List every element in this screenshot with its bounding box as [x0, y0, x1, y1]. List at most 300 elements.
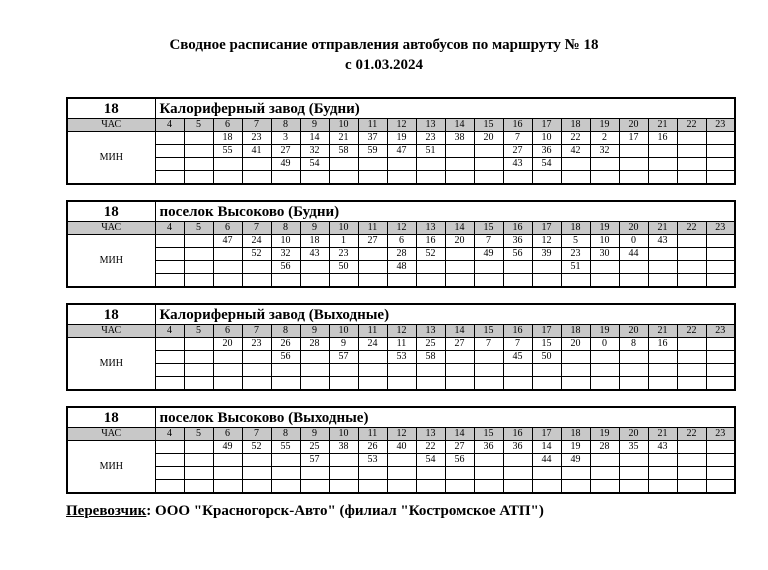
- minute-cell: [155, 441, 184, 454]
- minute-cell: [242, 158, 271, 171]
- minute-cell: 20: [213, 338, 242, 351]
- minute-cell: [416, 158, 445, 171]
- minutes-row: [67, 261, 735, 274]
- minute-cell: 56: [503, 248, 532, 261]
- minute-cell: [213, 364, 242, 377]
- minute-cell: [242, 480, 271, 494]
- minutes-row: [67, 171, 735, 185]
- minute-cell: [358, 351, 387, 364]
- hour-cell: 11: [358, 428, 387, 441]
- minute-cell: [619, 171, 648, 185]
- minute-cell: [155, 261, 184, 274]
- route-header: [67, 201, 735, 222]
- hour-cell: 17: [532, 119, 561, 132]
- hour-cell: 14: [445, 428, 474, 441]
- hour-cell: 19: [590, 325, 619, 338]
- minute-cell: 30: [590, 248, 619, 261]
- minute-cell: 20: [445, 235, 474, 248]
- minute-cell: [648, 454, 677, 467]
- hour-cell: 15: [474, 325, 503, 338]
- hour-cell: 13: [416, 325, 445, 338]
- hour-cell: 8: [271, 325, 300, 338]
- minute-cell: [358, 261, 387, 274]
- hour-cell: 5: [184, 325, 213, 338]
- minute-cell: 19: [387, 132, 416, 145]
- minute-cell: 23: [242, 132, 271, 145]
- minute-cell: [358, 377, 387, 391]
- minute-cell: 47: [387, 145, 416, 158]
- minute-cell: [619, 158, 648, 171]
- minute-cell: [706, 132, 735, 145]
- minute-cell: 50: [532, 351, 561, 364]
- minute-cell: [474, 377, 503, 391]
- minute-cell: [677, 467, 706, 480]
- hour-cell: 10: [329, 222, 358, 235]
- minute-cell: [184, 441, 213, 454]
- minute-cell: [590, 377, 619, 391]
- minute-cell: 53: [387, 351, 416, 364]
- minute-cell: [387, 377, 416, 391]
- minute-cell: [271, 467, 300, 480]
- minute-cell: [445, 248, 474, 261]
- minute-cell: [706, 171, 735, 185]
- minute-cell: [184, 248, 213, 261]
- minute-cell: [706, 454, 735, 467]
- minute-cell: 56: [445, 454, 474, 467]
- hour-cell: 6: [213, 119, 242, 132]
- hour-cell: 9: [300, 119, 329, 132]
- minute-cell: [387, 171, 416, 185]
- minute-cell: 50: [329, 261, 358, 274]
- hour-cell: 12: [387, 325, 416, 338]
- minutes-row: [67, 338, 735, 351]
- minute-cell: [242, 467, 271, 480]
- hour-cell: 22: [677, 222, 706, 235]
- minute-cell: [648, 377, 677, 391]
- minute-cell: 15: [532, 338, 561, 351]
- minute-cell: [300, 171, 329, 185]
- minute-cell: [474, 261, 503, 274]
- minute-cell: [242, 274, 271, 288]
- minute-cell: 57: [329, 351, 358, 364]
- minute-cell: [329, 480, 358, 494]
- minute-cell: 3: [271, 132, 300, 145]
- minute-cell: [445, 158, 474, 171]
- minute-cell: 10: [532, 132, 561, 145]
- minute-cell: [648, 248, 677, 261]
- carrier-info: [66, 502, 544, 521]
- minute-cell: [677, 235, 706, 248]
- minute-cell: [242, 171, 271, 185]
- minute-cell: [619, 467, 648, 480]
- minute-cell: 28: [300, 338, 329, 351]
- hour-cell: 13: [416, 119, 445, 132]
- minute-cell: [358, 364, 387, 377]
- minute-cell: [561, 274, 590, 288]
- minute-cell: 20: [561, 338, 590, 351]
- minute-cell: [677, 441, 706, 454]
- minute-cell: [706, 158, 735, 171]
- minute-cell: 5: [561, 235, 590, 248]
- minutes-row: [67, 145, 735, 158]
- minute-cell: 56: [271, 351, 300, 364]
- minute-cell: [503, 171, 532, 185]
- minute-cell: 23: [242, 338, 271, 351]
- minute-cell: 9: [329, 338, 358, 351]
- minute-cell: 7: [503, 338, 532, 351]
- minute-cell: [561, 158, 590, 171]
- minute-cell: 16: [648, 132, 677, 145]
- hour-cell: 6: [213, 222, 242, 235]
- minute-cell: 27: [503, 145, 532, 158]
- minute-cell: [706, 235, 735, 248]
- minute-cell: [184, 132, 213, 145]
- minute-cell: 18: [300, 235, 329, 248]
- hour-cell: 23: [706, 222, 735, 235]
- minute-cell: 52: [242, 248, 271, 261]
- minute-cell: 25: [416, 338, 445, 351]
- minute-cell: [155, 480, 184, 494]
- minute-cell: [300, 274, 329, 288]
- minute-cell: [561, 467, 590, 480]
- minute-cell: 37: [358, 132, 387, 145]
- minute-cell: [474, 480, 503, 494]
- minute-cell: [706, 338, 735, 351]
- minute-cell: [590, 261, 619, 274]
- minute-cell: [677, 338, 706, 351]
- minute-cell: [387, 454, 416, 467]
- page-title: Сводное расписание отправления автобусов по маршруту № 18: [169, 37, 599, 53]
- hour-cell: 7: [242, 428, 271, 441]
- minute-cell: [300, 377, 329, 391]
- minutes-label: МИН: [67, 338, 155, 391]
- minute-cell: [561, 351, 590, 364]
- minute-cell: [329, 364, 358, 377]
- minute-cell: [329, 171, 358, 185]
- route-number: 18: [67, 407, 155, 428]
- hour-cell: 14: [445, 119, 474, 132]
- minute-cell: [387, 274, 416, 288]
- minute-cell: 24: [358, 338, 387, 351]
- minute-cell: [184, 338, 213, 351]
- minute-cell: 0: [590, 338, 619, 351]
- minute-cell: [184, 454, 213, 467]
- minute-cell: [155, 235, 184, 248]
- hour-cell: 7: [242, 222, 271, 235]
- minute-cell: 44: [619, 248, 648, 261]
- minute-cell: 14: [300, 132, 329, 145]
- minute-cell: 19: [561, 441, 590, 454]
- route-number: 18: [67, 201, 155, 222]
- hour-cell: 17: [532, 222, 561, 235]
- hour-label: ЧАС: [67, 428, 155, 441]
- minute-cell: [358, 274, 387, 288]
- minute-cell: [416, 467, 445, 480]
- route-name: Калориферный завод (Выходные): [155, 304, 735, 325]
- hour-cell: 5: [184, 428, 213, 441]
- minute-cell: 58: [416, 351, 445, 364]
- minute-cell: [619, 145, 648, 158]
- minute-cell: [590, 274, 619, 288]
- minute-cell: [706, 467, 735, 480]
- hours-row: [67, 428, 735, 441]
- minute-cell: 39: [532, 248, 561, 261]
- hour-cell: 18: [561, 428, 590, 441]
- minute-cell: [358, 248, 387, 261]
- hour-cell: 17: [532, 428, 561, 441]
- minute-cell: [416, 377, 445, 391]
- minute-cell: [619, 274, 648, 288]
- minute-cell: [184, 145, 213, 158]
- minute-cell: 23: [561, 248, 590, 261]
- minutes-row: [67, 274, 735, 288]
- hour-cell: 8: [271, 428, 300, 441]
- minute-cell: [619, 351, 648, 364]
- minute-cell: 35: [619, 441, 648, 454]
- minute-cell: 20: [474, 132, 503, 145]
- minute-cell: [677, 171, 706, 185]
- minute-cell: 7: [474, 235, 503, 248]
- hour-cell: 19: [590, 119, 619, 132]
- minute-cell: [503, 377, 532, 391]
- minute-cell: 11: [387, 338, 416, 351]
- minute-cell: [503, 480, 532, 494]
- minute-cell: [213, 377, 242, 391]
- minutes-label: МИН: [67, 235, 155, 288]
- minute-cell: [706, 377, 735, 391]
- schedule-table: [66, 406, 736, 494]
- page-subtitle-date: с 01.03.2024: [345, 57, 423, 73]
- minute-cell: [648, 364, 677, 377]
- minute-cell: [155, 145, 184, 158]
- minute-cell: [271, 274, 300, 288]
- schedule-table: [66, 200, 736, 288]
- minute-cell: [474, 351, 503, 364]
- minute-cell: 22: [561, 132, 590, 145]
- minute-cell: 36: [503, 235, 532, 248]
- minute-cell: [706, 351, 735, 364]
- minute-cell: [677, 248, 706, 261]
- minute-cell: [677, 158, 706, 171]
- minute-cell: [474, 158, 503, 171]
- minute-cell: 36: [532, 145, 561, 158]
- minute-cell: [561, 171, 590, 185]
- route-number: 18: [67, 98, 155, 119]
- minute-cell: [474, 274, 503, 288]
- minute-cell: 7: [503, 132, 532, 145]
- minute-cell: [677, 351, 706, 364]
- hour-cell: 9: [300, 325, 329, 338]
- minute-cell: [590, 454, 619, 467]
- minute-cell: [271, 454, 300, 467]
- minute-cell: [416, 364, 445, 377]
- minute-cell: [445, 467, 474, 480]
- minute-cell: [300, 351, 329, 364]
- minute-cell: [648, 467, 677, 480]
- minute-cell: 43: [648, 235, 677, 248]
- minute-cell: [358, 158, 387, 171]
- route-header: [67, 98, 735, 119]
- minute-cell: 27: [358, 235, 387, 248]
- minute-cell: [242, 377, 271, 391]
- minute-cell: [706, 441, 735, 454]
- hour-cell: 12: [387, 119, 416, 132]
- minute-cell: [271, 377, 300, 391]
- minute-cell: [300, 467, 329, 480]
- minute-cell: 36: [503, 441, 532, 454]
- minute-cell: [387, 364, 416, 377]
- hour-cell: 11: [358, 222, 387, 235]
- minute-cell: [532, 377, 561, 391]
- minute-cell: [474, 364, 503, 377]
- minute-cell: 10: [590, 235, 619, 248]
- hour-cell: 22: [677, 325, 706, 338]
- minutes-row: [67, 377, 735, 391]
- minute-cell: 52: [416, 248, 445, 261]
- hour-cell: 5: [184, 119, 213, 132]
- minute-cell: [155, 132, 184, 145]
- hour-cell: 22: [677, 428, 706, 441]
- minute-cell: 16: [648, 338, 677, 351]
- minute-cell: 52: [242, 441, 271, 454]
- route-header: [67, 304, 735, 325]
- hour-label: ЧАС: [67, 119, 155, 132]
- minute-cell: [213, 274, 242, 288]
- hour-cell: 23: [706, 119, 735, 132]
- minute-cell: [677, 145, 706, 158]
- minute-cell: [155, 171, 184, 185]
- minute-cell: [648, 261, 677, 274]
- hour-cell: 4: [155, 222, 184, 235]
- minute-cell: [271, 480, 300, 494]
- hour-cell: 17: [532, 325, 561, 338]
- minute-cell: [561, 364, 590, 377]
- hour-cell: 22: [677, 119, 706, 132]
- minute-cell: 12: [532, 235, 561, 248]
- minute-cell: 6: [387, 235, 416, 248]
- minute-cell: 43: [648, 441, 677, 454]
- minute-cell: [445, 274, 474, 288]
- minute-cell: [503, 274, 532, 288]
- hours-row: [67, 222, 735, 235]
- minute-cell: [532, 261, 561, 274]
- minutes-row: [67, 480, 735, 494]
- minute-cell: 51: [561, 261, 590, 274]
- hour-cell: 14: [445, 222, 474, 235]
- minute-cell: [416, 274, 445, 288]
- minutes-row: [67, 132, 735, 145]
- hour-cell: 5: [184, 222, 213, 235]
- minute-cell: [445, 480, 474, 494]
- minute-cell: 32: [300, 145, 329, 158]
- minute-cell: [532, 274, 561, 288]
- hour-cell: 16: [503, 428, 532, 441]
- minute-cell: [242, 351, 271, 364]
- minutes-row: [67, 364, 735, 377]
- hour-cell: 23: [706, 428, 735, 441]
- minute-cell: 55: [271, 441, 300, 454]
- minute-cell: 2: [590, 132, 619, 145]
- minute-cell: [213, 171, 242, 185]
- minute-cell: [503, 364, 532, 377]
- minute-cell: [590, 480, 619, 494]
- minute-cell: [155, 248, 184, 261]
- minute-cell: 43: [503, 158, 532, 171]
- minute-cell: [358, 171, 387, 185]
- hour-cell: 9: [300, 428, 329, 441]
- hour-cell: 4: [155, 119, 184, 132]
- minute-cell: [213, 261, 242, 274]
- minute-cell: [387, 158, 416, 171]
- hour-label: ЧАС: [67, 222, 155, 235]
- minute-cell: [184, 158, 213, 171]
- minute-cell: 48: [387, 261, 416, 274]
- hour-cell: 19: [590, 428, 619, 441]
- minute-cell: 49: [271, 158, 300, 171]
- minute-cell: [561, 480, 590, 494]
- minute-cell: [677, 364, 706, 377]
- hour-label: ЧАС: [67, 325, 155, 338]
- minute-cell: [329, 377, 358, 391]
- minute-cell: [706, 145, 735, 158]
- hour-cell: 4: [155, 325, 184, 338]
- minute-cell: [329, 467, 358, 480]
- minute-cell: [358, 467, 387, 480]
- hour-cell: 13: [416, 428, 445, 441]
- minute-cell: [300, 480, 329, 494]
- route-name: поселок Высоково (Будни): [155, 201, 735, 222]
- minute-cell: 36: [474, 441, 503, 454]
- hour-cell: 9: [300, 222, 329, 235]
- minutes-row: [67, 158, 735, 171]
- minute-cell: [329, 158, 358, 171]
- minute-cell: [184, 480, 213, 494]
- minute-cell: [474, 454, 503, 467]
- hour-cell: 15: [474, 119, 503, 132]
- minute-cell: [590, 171, 619, 185]
- hour-cell: 14: [445, 325, 474, 338]
- minute-cell: 10: [271, 235, 300, 248]
- hour-cell: 10: [329, 119, 358, 132]
- minute-cell: 43: [300, 248, 329, 261]
- hour-cell: 10: [329, 325, 358, 338]
- schedule-table: [66, 303, 736, 391]
- minute-cell: [184, 364, 213, 377]
- minute-cell: [532, 364, 561, 377]
- minute-cell: [648, 274, 677, 288]
- minute-cell: [242, 364, 271, 377]
- minute-cell: [474, 467, 503, 480]
- minute-cell: [445, 377, 474, 391]
- route-name: поселок Высоково (Выходные): [155, 407, 735, 428]
- minute-cell: [184, 467, 213, 480]
- minute-cell: [213, 480, 242, 494]
- minute-cell: 25: [300, 441, 329, 454]
- minute-cell: 7: [474, 338, 503, 351]
- hour-cell: 20: [619, 222, 648, 235]
- minute-cell: 32: [590, 145, 619, 158]
- hour-cell: 20: [619, 325, 648, 338]
- minute-cell: [532, 467, 561, 480]
- minute-cell: [706, 261, 735, 274]
- minute-cell: [677, 132, 706, 145]
- minutes-row: [67, 441, 735, 454]
- minute-cell: [155, 454, 184, 467]
- hour-cell: 7: [242, 119, 271, 132]
- hour-cell: 12: [387, 428, 416, 441]
- minute-cell: [445, 145, 474, 158]
- minute-cell: 16: [416, 235, 445, 248]
